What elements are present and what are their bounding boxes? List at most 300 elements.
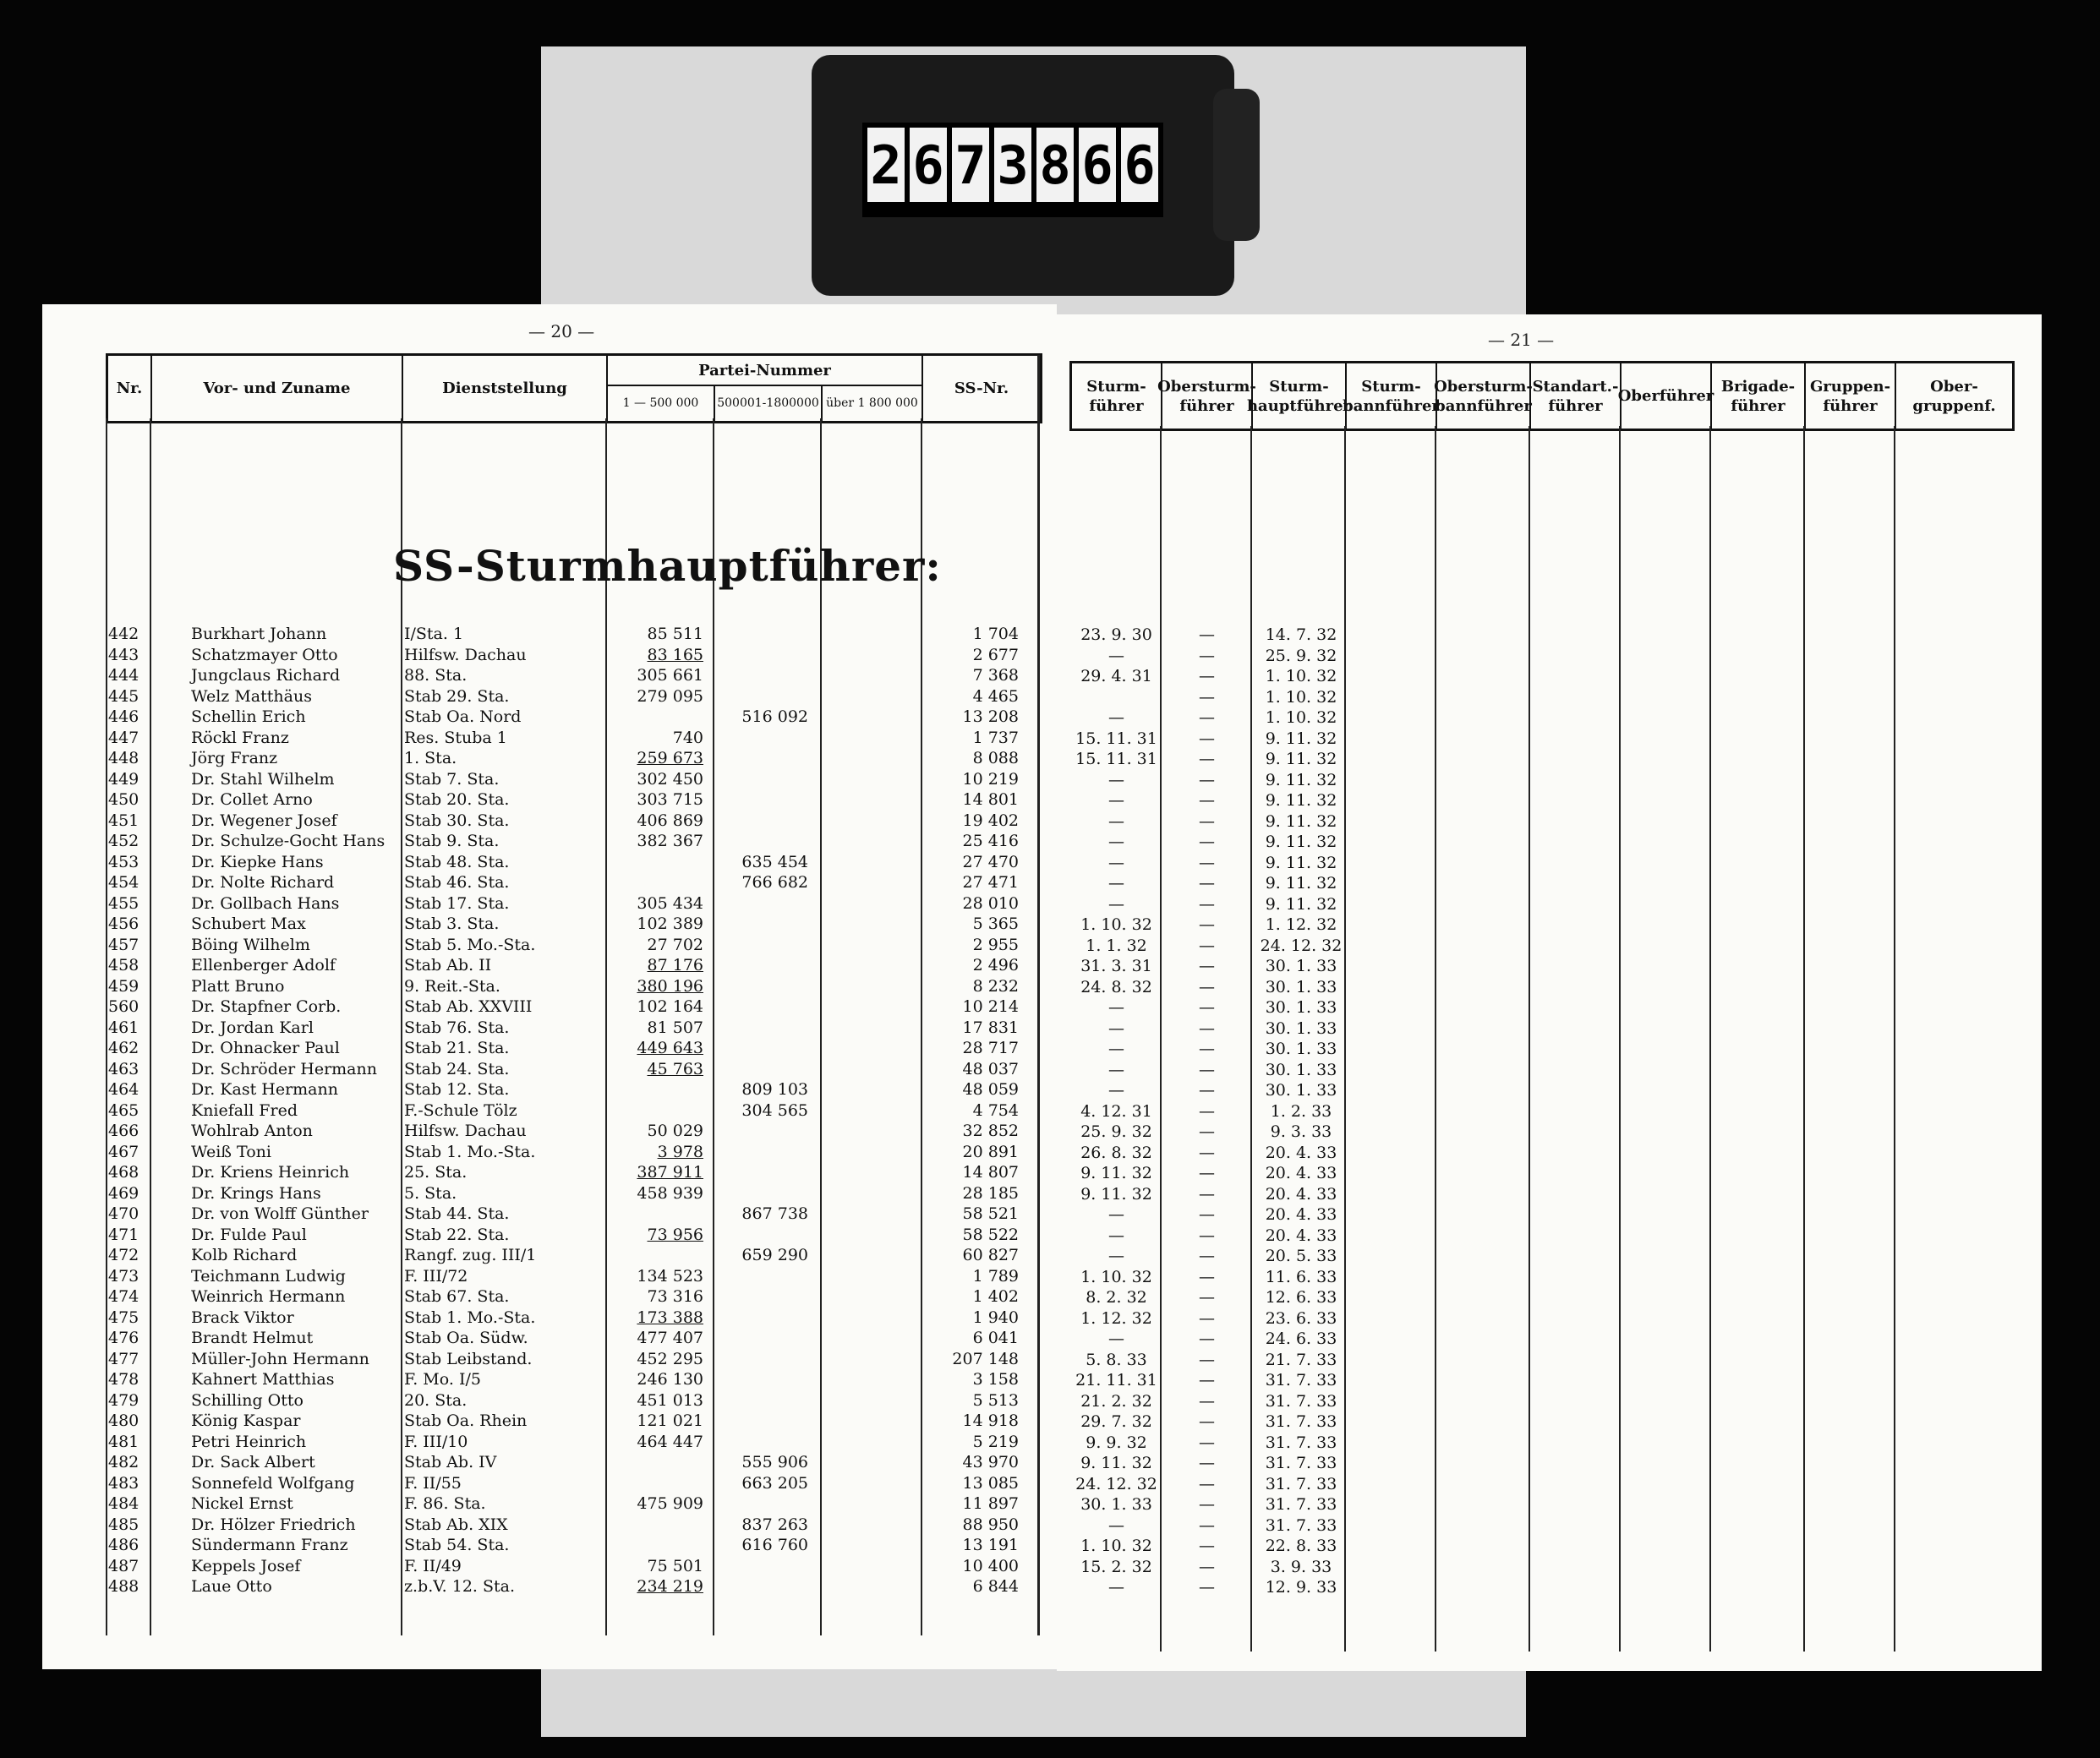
row-name: Dr. Nolte Richard xyxy=(191,873,335,892)
row-sturmhauptfuehrer-date: 24. 6. 33 xyxy=(1265,1329,1337,1348)
row-ss-nr: 1 789 xyxy=(972,1266,1019,1286)
row-obersturmfuehrer-date: — xyxy=(1199,791,1215,810)
row-obersturmfuehrer-date: — xyxy=(1199,1412,1215,1431)
row-ss-nr: 2 955 xyxy=(972,935,1019,954)
header-rank-column: Standart.-führer xyxy=(1531,363,1621,429)
column-rule xyxy=(150,418,151,1635)
row-dienststellung: Stab Ab. XXVIII xyxy=(404,997,533,1016)
row-number: 473 xyxy=(108,1266,139,1286)
row-obersturmfuehrer-date: — xyxy=(1199,1371,1215,1389)
row-sturmfuehrer-date: — xyxy=(1108,1040,1124,1058)
row-name: Brandt Helmut xyxy=(191,1329,314,1347)
row-sturmfuehrer-date: — xyxy=(1108,811,1124,831)
row-number: 445 xyxy=(108,686,139,706)
row-dienststellung: Stab Oa. Südw. xyxy=(404,1329,528,1347)
row-number: 448 xyxy=(108,749,139,767)
row-number: 486 xyxy=(108,1536,139,1554)
row-name: Brack Viktor xyxy=(191,1308,294,1327)
row-number: 443 xyxy=(108,645,139,664)
row-number: 454 xyxy=(108,873,139,892)
row-ss-nr: 3 158 xyxy=(972,1370,1019,1389)
row-partei-nummer-2 xyxy=(719,1349,808,1370)
row-partei-nummer-1 xyxy=(610,1245,703,1266)
row-number: 469 xyxy=(108,1183,139,1203)
row-dienststellung: Stab 76. Sta. xyxy=(404,1018,510,1037)
column-partei-1 xyxy=(610,624,703,1597)
row-partei-nummer-1: 740 xyxy=(672,728,703,747)
row-sturmhauptfuehrer-date: 31. 7. 33 xyxy=(1265,1495,1337,1514)
row-sturmhauptfuehrer-date: 1. 10. 32 xyxy=(1265,708,1337,727)
row-name: Ellenberger Adolf xyxy=(191,956,336,975)
row-dienststellung: 88. Sta. xyxy=(404,666,468,685)
row-partei-nummer-2: 516 092 xyxy=(741,707,808,726)
row-obersturmfuehrer-date: — xyxy=(1199,1226,1215,1245)
row-partei-nummer-2 xyxy=(719,1432,808,1453)
row-partei-nummer-1: 380 196 xyxy=(637,976,703,996)
row-sturmhauptfuehrer-date: 30. 1. 33 xyxy=(1265,957,1337,975)
row-partei-nummer-2 xyxy=(719,686,808,707)
row-partei-nummer-2 xyxy=(719,1142,808,1163)
column-rule xyxy=(1894,426,1895,1652)
row-sturmfuehrer-date: 9. 11. 32 xyxy=(1080,1164,1152,1182)
row-obersturmfuehrer-date: — xyxy=(1199,1122,1215,1141)
row-sturmfuehrer-date: 5. 8. 33 xyxy=(1086,1350,1147,1369)
left-page xyxy=(42,304,1057,1669)
section-title: SS-Sturmhauptführer: xyxy=(393,541,942,591)
row-name: Kahnert Matthias xyxy=(191,1370,335,1389)
row-sturmhauptfuehrer-date: 9. 11. 32 xyxy=(1265,853,1337,872)
row-number: 472 xyxy=(108,1246,139,1264)
row-dienststellung: F.-Schule Tölz xyxy=(404,1100,517,1120)
row-obersturmfuehrer-date: — xyxy=(1199,1454,1215,1472)
row-obersturmfuehrer-date: — xyxy=(1199,1205,1215,1224)
row-partei-nummer-1: 173 388 xyxy=(637,1308,703,1327)
row-ss-nr: 13 085 xyxy=(962,1473,1019,1493)
row-obersturmfuehrer-date: — xyxy=(1199,1557,1215,1576)
counter-digit: 6 xyxy=(1121,128,1158,202)
header-rank-column: Obersturm-bannführer xyxy=(1437,363,1531,429)
page-number: — 20 — xyxy=(528,321,595,341)
row-obersturmfuehrer-date: — xyxy=(1199,1164,1215,1182)
row-name: Böing Wilhelm xyxy=(191,935,310,954)
row-sturmfuehrer-date: 8. 2. 32 xyxy=(1086,1288,1147,1307)
column-dienststellung xyxy=(404,624,604,1597)
page-number: — 21 — xyxy=(1488,330,1555,350)
row-name: Dr. Schröder Hermann xyxy=(191,1059,377,1078)
row-sturmfuehrer-date: — xyxy=(1108,1205,1124,1224)
row-sturmfuehrer-date: — xyxy=(1108,874,1124,893)
row-obersturmfuehrer-date: — xyxy=(1199,667,1215,685)
row-name: Laue Otto xyxy=(191,1577,272,1596)
row-sturmhauptfuehrer-date: 24. 12. 32 xyxy=(1260,936,1343,955)
row-name: Dr. Schulze-Gocht Hans xyxy=(191,832,386,850)
row-partei-nummer-2 xyxy=(719,1183,808,1204)
counter-knob xyxy=(1213,89,1260,241)
row-partei-nummer-2 xyxy=(719,1411,808,1432)
row-sturmfuehrer-date xyxy=(1072,687,1161,708)
row-partei-nummer-1: 73 956 xyxy=(647,1225,703,1244)
row-number: 444 xyxy=(108,666,139,685)
row-dienststellung: F. Mo. I/5 xyxy=(404,1370,481,1389)
row-ss-nr: 10 219 xyxy=(962,769,1019,789)
row-partei-nummer-1: 305 661 xyxy=(637,666,703,685)
row-ss-nr: 10 214 xyxy=(962,997,1019,1016)
row-partei-nummer-2 xyxy=(719,1308,808,1329)
row-sturmhauptfuehrer-date: 1. 10. 32 xyxy=(1265,667,1337,685)
row-name: Schellin Erich xyxy=(191,707,306,726)
row-name: Dr. Collet Arno xyxy=(191,790,313,809)
row-sturmfuehrer-date: — xyxy=(1108,1060,1124,1079)
row-sturmhauptfuehrer-date: 20. 4. 33 xyxy=(1265,1184,1337,1204)
row-ss-nr: 4 754 xyxy=(972,1100,1019,1120)
right-table-header xyxy=(1069,361,2015,431)
row-sturmfuehrer-date: — xyxy=(1108,833,1124,851)
row-partei-nummer-2: 304 565 xyxy=(741,1100,808,1120)
row-sturmfuehrer-date: — xyxy=(1108,1247,1124,1265)
row-number: 447 xyxy=(108,728,139,747)
row-partei-nummer-2 xyxy=(719,996,808,1018)
row-partei-nummer-2 xyxy=(719,1390,808,1411)
row-ss-nr: 6 844 xyxy=(972,1577,1019,1596)
row-number: 477 xyxy=(108,1349,139,1368)
row-sturmhauptfuehrer-date: 11. 6. 33 xyxy=(1265,1267,1337,1286)
row-partei-nummer-2 xyxy=(719,748,808,769)
row-name: Nickel Ernst xyxy=(191,1494,293,1513)
column-rule xyxy=(1619,426,1621,1652)
row-dienststellung: Hilfsw. Dachau xyxy=(404,1122,527,1140)
row-sturmhauptfuehrer-date: 31. 7. 33 xyxy=(1265,1515,1337,1535)
row-sturmfuehrer-date: — xyxy=(1108,998,1124,1017)
row-obersturmfuehrer-date: — xyxy=(1199,1288,1215,1307)
row-sturmfuehrer-date: — xyxy=(1108,770,1124,789)
counter-digit: 6 xyxy=(910,128,947,202)
row-dienststellung: Stab 9. Sta. xyxy=(404,832,500,850)
row-sturmhauptfuehrer-date: 23. 6. 33 xyxy=(1265,1308,1337,1328)
row-name: Keppels Josef xyxy=(191,1556,301,1575)
row-sturmfuehrer-date: 9. 9. 32 xyxy=(1086,1433,1147,1452)
row-obersturmfuehrer-date: — xyxy=(1199,874,1215,893)
row-name: Sonnefeld Wolfgang xyxy=(191,1473,355,1493)
row-name: Weiß Toni xyxy=(191,1142,271,1161)
row-number: 470 xyxy=(108,1204,139,1223)
row-ss-nr: 25 416 xyxy=(962,832,1019,850)
row-partei-nummer-2 xyxy=(719,935,808,956)
row-obersturmfuehrer-date: — xyxy=(1199,1040,1215,1058)
row-name: Dr. Stapfner Corb. xyxy=(191,997,342,1016)
row-dienststellung: Stab Leibstand. xyxy=(404,1349,533,1368)
row-partei-nummer-1 xyxy=(610,1452,703,1473)
row-partei-nummer-2 xyxy=(719,914,808,935)
row-dienststellung: Stab 1. Mo.-Sta. xyxy=(404,1308,536,1327)
row-ss-nr: 2 496 xyxy=(972,956,1019,975)
row-number: 482 xyxy=(108,1453,139,1471)
row-dienststellung: Stab Oa. Rhein xyxy=(404,1411,528,1430)
row-partei-nummer-1: 73 316 xyxy=(647,1287,703,1306)
row-dienststellung: Stab Ab. IV xyxy=(404,1453,497,1471)
row-partei-nummer-1 xyxy=(610,1079,703,1100)
row-ss-nr: 14 801 xyxy=(962,790,1019,809)
row-partei-nummer-1: 477 407 xyxy=(637,1329,703,1347)
row-partei-nummer-2 xyxy=(719,1018,808,1039)
row-sturmfuehrer-date: — xyxy=(1108,1578,1124,1597)
row-ss-nr: 2 677 xyxy=(972,645,1019,664)
row-partei-nummer-1 xyxy=(610,1204,703,1225)
column-rule xyxy=(1529,426,1530,1652)
row-ss-nr: 207 148 xyxy=(952,1349,1019,1368)
row-sturmhauptfuehrer-date: 9. 11. 32 xyxy=(1265,833,1337,851)
row-ss-nr: 27 471 xyxy=(962,873,1019,892)
row-partei-nummer-1: 279 095 xyxy=(637,686,703,706)
row-sturmhauptfuehrer-date: 30. 1. 33 xyxy=(1265,998,1337,1017)
row-sturmhauptfuehrer-date: 30. 1. 33 xyxy=(1265,1081,1337,1100)
row-obersturmfuehrer-date: — xyxy=(1199,977,1215,996)
row-obersturmfuehrer-date: — xyxy=(1199,1247,1215,1265)
row-partei-nummer-2 xyxy=(719,976,808,997)
row-partei-nummer-1: 387 911 xyxy=(637,1163,703,1182)
row-partei-nummer-1 xyxy=(610,707,703,728)
row-obersturmfuehrer-date: — xyxy=(1199,957,1215,975)
column-sturmhauptfuehrer xyxy=(1256,625,1346,1598)
row-partei-nummer-1: 382 367 xyxy=(637,832,703,850)
row-sturmhauptfuehrer-date: 31. 7. 33 xyxy=(1265,1371,1337,1389)
row-partei-nummer-2: 659 290 xyxy=(741,1246,808,1264)
row-number: 451 xyxy=(108,811,139,830)
row-sturmfuehrer-date: 15. 2. 32 xyxy=(1080,1557,1152,1576)
row-ss-nr: 1 704 xyxy=(972,625,1019,643)
row-number: 459 xyxy=(108,976,139,996)
row-partei-nummer-1: 246 130 xyxy=(637,1370,703,1389)
row-partei-nummer-1: 45 763 xyxy=(647,1059,703,1078)
column-rule xyxy=(921,418,922,1635)
row-dienststellung: Stab 17. Sta. xyxy=(404,893,510,913)
row-obersturmfuehrer-date: — xyxy=(1199,708,1215,727)
row-dienststellung: 9. Reit.-Sta. xyxy=(404,976,500,996)
row-sturmfuehrer-date: — xyxy=(1108,646,1124,665)
row-ss-nr: 5 365 xyxy=(972,914,1019,933)
row-name: Dr. Kiepke Hans xyxy=(191,852,324,871)
row-obersturmfuehrer-date: — xyxy=(1199,1433,1215,1452)
row-sturmfuehrer-date: — xyxy=(1108,894,1124,914)
row-dienststellung: 1. Sta. xyxy=(404,749,457,767)
row-partei-nummer-1 xyxy=(610,1515,703,1536)
row-number: 464 xyxy=(108,1080,139,1099)
row-sturmhauptfuehrer-date: 9. 11. 32 xyxy=(1265,770,1337,789)
row-sturmfuehrer-date: — xyxy=(1108,1018,1124,1038)
row-sturmfuehrer-date: — xyxy=(1108,853,1124,872)
row-number: 467 xyxy=(108,1142,139,1161)
row-obersturmfuehrer-date: — xyxy=(1199,646,1215,665)
row-number: 483 xyxy=(108,1473,139,1493)
row-number: 484 xyxy=(108,1494,139,1513)
row-sturmfuehrer-date: 1. 1. 32 xyxy=(1086,936,1147,955)
row-sturmfuehrer-date: 26. 8. 32 xyxy=(1080,1143,1152,1162)
row-ss-nr: 13 208 xyxy=(962,707,1019,726)
row-ss-nr: 28 717 xyxy=(962,1039,1019,1057)
row-partei-nummer-2 xyxy=(719,789,808,811)
row-dienststellung: Stab Oa. Nord xyxy=(404,707,522,726)
row-ss-nr: 4 465 xyxy=(972,686,1019,706)
row-dienststellung: Stab 3. Sta. xyxy=(404,914,500,933)
row-number: 468 xyxy=(108,1163,139,1182)
row-name: Burkhart Johann xyxy=(191,625,327,643)
column-rule xyxy=(713,418,714,1635)
row-partei-nummer-1: 464 447 xyxy=(637,1432,703,1451)
row-partei-nummer-2: 555 906 xyxy=(741,1453,808,1471)
row-name: Platt Bruno xyxy=(191,976,285,996)
row-partei-nummer-1: 303 715 xyxy=(637,790,703,809)
row-number: 479 xyxy=(108,1390,139,1410)
header-rank-column: Gruppen-führer xyxy=(1806,363,1896,429)
row-partei-nummer-2 xyxy=(719,1576,808,1597)
row-ss-nr: 5 513 xyxy=(972,1390,1019,1410)
row-sturmfuehrer-date: 23. 9. 30 xyxy=(1080,625,1152,644)
row-name: Dr. Stahl Wilhelm xyxy=(191,769,335,789)
row-partei-nummer-1: 406 869 xyxy=(637,811,703,830)
row-dienststellung: Stab 21. Sta. xyxy=(404,1039,510,1057)
row-ss-nr: 32 852 xyxy=(962,1122,1019,1140)
row-ss-nr: 48 059 xyxy=(962,1080,1019,1099)
row-dienststellung: Stab 22. Sta. xyxy=(404,1225,510,1244)
row-sturmhauptfuehrer-date: 9. 11. 32 xyxy=(1265,894,1337,914)
row-name: Dr. Sack Albert xyxy=(191,1453,315,1471)
row-sturmhauptfuehrer-date: 25. 9. 32 xyxy=(1265,646,1337,665)
column-partei-2 xyxy=(719,624,808,1597)
row-sturmhauptfuehrer-date: 20. 4. 33 xyxy=(1265,1205,1337,1224)
row-partei-nummer-1: 234 219 xyxy=(637,1577,703,1596)
row-sturmfuehrer-date: — xyxy=(1108,1081,1124,1100)
row-sturmfuehrer-date: 24. 8. 32 xyxy=(1080,977,1152,996)
row-sturmfuehrer-date: 4. 12. 31 xyxy=(1080,1101,1152,1121)
row-name: Dr. Hölzer Friedrich xyxy=(191,1515,356,1534)
row-sturmhauptfuehrer-date: 31. 7. 33 xyxy=(1265,1391,1337,1411)
row-name: Kolb Richard xyxy=(191,1246,298,1264)
row-partei-nummer-2 xyxy=(719,1225,808,1246)
row-sturmfuehrer-date: 9. 11. 32 xyxy=(1080,1454,1152,1472)
row-partei-nummer-2 xyxy=(719,1286,808,1308)
row-obersturmfuehrer-date: — xyxy=(1199,1474,1215,1493)
row-ss-nr: 58 521 xyxy=(962,1204,1019,1223)
row-partei-nummer-1: 121 021 xyxy=(637,1411,703,1430)
row-number: 471 xyxy=(108,1225,139,1244)
row-obersturmfuehrer-date: — xyxy=(1199,750,1215,768)
column-rule xyxy=(106,418,107,1635)
row-number: 485 xyxy=(108,1515,139,1534)
row-dienststellung: 20. Sta. xyxy=(404,1390,468,1410)
row-obersturmfuehrer-date: — xyxy=(1199,729,1215,748)
row-number: 463 xyxy=(108,1059,139,1078)
row-obersturmfuehrer-date: — xyxy=(1199,915,1215,934)
row-obersturmfuehrer-date: — xyxy=(1199,833,1215,851)
row-name: Jörg Franz xyxy=(191,749,278,767)
row-obersturmfuehrer-date: — xyxy=(1199,998,1215,1017)
row-partei-nummer-2 xyxy=(719,1121,808,1142)
row-ss-nr: 28 185 xyxy=(962,1183,1019,1203)
row-obersturmfuehrer-date: — xyxy=(1199,1578,1215,1597)
row-dienststellung: F. III/10 xyxy=(404,1432,468,1451)
row-sturmhauptfuehrer-date: 20. 4. 33 xyxy=(1265,1226,1337,1245)
counter-window xyxy=(862,123,1163,217)
row-ss-nr: 17 831 xyxy=(962,1018,1019,1037)
counter-digit: 8 xyxy=(1036,128,1074,202)
row-sturmfuehrer-date: 15. 11. 31 xyxy=(1075,750,1157,768)
row-sturmfuehrer-date: 21. 2. 32 xyxy=(1080,1391,1152,1411)
row-name: Dr. Wegener Josef xyxy=(191,811,337,830)
column-nr xyxy=(108,624,147,1597)
row-dienststellung: Stab 12. Sta. xyxy=(404,1080,510,1099)
row-dienststellung: Stab Ab. XIX xyxy=(404,1515,508,1534)
header-partei-range-2: 500001-1800000 xyxy=(715,386,823,421)
row-name: Dr. Jordan Karl xyxy=(191,1018,314,1037)
row-sturmhauptfuehrer-date: 20. 4. 33 xyxy=(1265,1164,1337,1182)
left-table-header xyxy=(106,353,1042,423)
row-obersturmfuehrer-date: — xyxy=(1199,1515,1215,1535)
row-partei-nummer-1 xyxy=(610,852,703,873)
row-partei-nummer-2 xyxy=(719,1162,808,1183)
row-ss-nr: 11 897 xyxy=(962,1494,1019,1513)
row-sturmhauptfuehrer-date: 1. 10. 32 xyxy=(1265,687,1337,707)
row-obersturmfuehrer-date: — xyxy=(1199,687,1215,707)
row-name: Jungclaus Richard xyxy=(191,666,341,685)
row-ss-nr: 20 891 xyxy=(962,1142,1019,1161)
row-ss-nr: 19 402 xyxy=(962,811,1019,830)
row-sturmhauptfuehrer-date: 3. 9. 33 xyxy=(1270,1557,1332,1576)
row-number: 449 xyxy=(108,769,139,789)
row-sturmfuehrer-date: 31. 3. 31 xyxy=(1080,957,1152,975)
row-partei-nummer-2: 809 103 xyxy=(741,1080,808,1099)
row-dienststellung: Stab 67. Sta. xyxy=(404,1287,510,1306)
header-nr: Nr. xyxy=(108,356,152,421)
row-obersturmfuehrer-date: — xyxy=(1199,1143,1215,1162)
row-dienststellung: Stab 20. Sta. xyxy=(404,790,510,809)
row-obersturmfuehrer-date: — xyxy=(1199,936,1215,955)
row-sturmhauptfuehrer-date: 9. 11. 32 xyxy=(1265,791,1337,810)
row-obersturmfuehrer-date: — xyxy=(1199,1060,1215,1079)
row-dienststellung: Stab 7. Sta. xyxy=(404,769,500,789)
row-partei-nummer-1: 87 176 xyxy=(647,956,703,975)
row-partei-nummer-1: 134 523 xyxy=(637,1266,703,1286)
row-partei-nummer-2: 663 205 xyxy=(741,1473,808,1493)
row-dienststellung: F. III/72 xyxy=(404,1266,468,1286)
row-number: 455 xyxy=(108,893,139,913)
row-dienststellung: Stab Ab. II xyxy=(404,956,492,975)
row-ss-nr: 7 368 xyxy=(972,666,1019,685)
row-ss-nr: 8 088 xyxy=(972,749,1019,767)
row-dienststellung: Hilfsw. Dachau xyxy=(404,645,527,664)
row-ss-nr: 5 219 xyxy=(972,1432,1019,1451)
row-partei-nummer-2 xyxy=(719,1266,808,1287)
column-rule xyxy=(1250,426,1252,1652)
row-number: 456 xyxy=(108,914,139,933)
row-dienststellung: Stab 1. Mo.-Sta. xyxy=(404,1142,536,1161)
row-ss-nr: 8 232 xyxy=(972,976,1019,996)
column-ss-nr xyxy=(926,624,1019,1597)
row-ss-nr: 88 950 xyxy=(962,1515,1019,1534)
row-obersturmfuehrer-date: — xyxy=(1199,1329,1215,1348)
row-sturmfuehrer-date: 15. 11. 31 xyxy=(1075,729,1157,748)
row-sturmfuehrer-date: 9. 11. 32 xyxy=(1080,1184,1152,1204)
row-sturmhauptfuehrer-date: 31. 7. 33 xyxy=(1265,1433,1337,1452)
row-sturmhauptfuehrer-date: 22. 8. 33 xyxy=(1265,1537,1337,1555)
row-partei-nummer-2: 766 682 xyxy=(741,873,808,892)
row-partei-nummer-1: 81 507 xyxy=(647,1018,703,1037)
row-name: Petri Heinrich xyxy=(191,1432,307,1451)
row-number: 466 xyxy=(108,1122,139,1140)
row-number: 487 xyxy=(108,1556,139,1575)
row-sturmfuehrer-date: 1. 12. 32 xyxy=(1080,1308,1152,1328)
row-ss-nr: 27 470 xyxy=(962,852,1019,871)
row-partei-nummer-2 xyxy=(719,1369,808,1390)
row-name: Müller-John Hermann xyxy=(191,1349,369,1368)
